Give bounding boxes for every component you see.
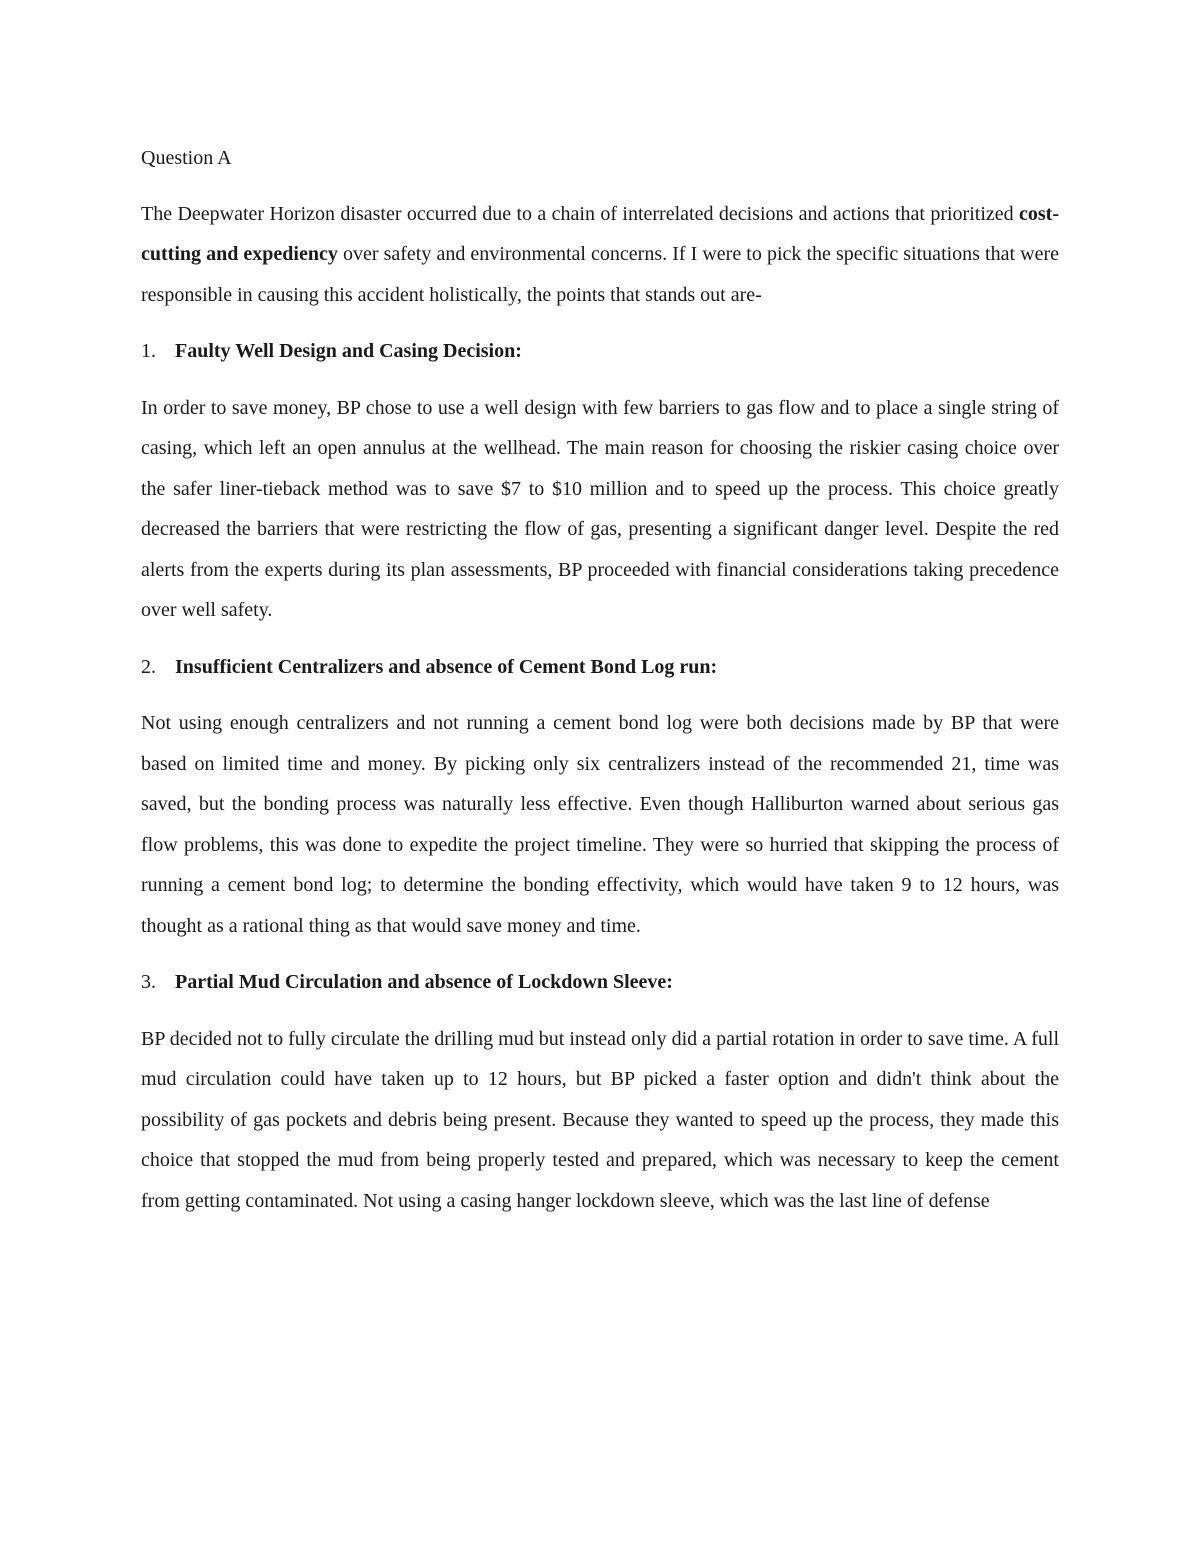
document-page (141, 138, 1059, 1237)
section-number: 1. (141, 340, 156, 362)
document-title: Question A (141, 147, 232, 169)
intro-paragraph (141, 194, 1059, 316)
section-heading-2 (141, 647, 1059, 688)
section-body-1: In order to save money, BP chose to use a well design with few barriers to gas flow and to place a single string of casing, which left an open annulus at the wellhead. The main reason for choosing the riskier casing choice over the safer liner-tieback method was to save $7 to $10 million and to speed up the process. This choice greatly decreased the barriers that were restricting the flow of gas, presenting a significant danger level. Despite the red alerts from the experts during its plan assessments, BP proceeded with financial considerations taking precedence over well safety. (141, 396, 1059, 621)
section-number: 2. (141, 655, 156, 678)
section-heading-1 (141, 331, 1059, 372)
section-heading-3 (141, 962, 1059, 1003)
section-heading-text: Faulty Well Design and Casing Decision: (175, 340, 522, 362)
section-body-2: Not using enough centralizers and not running a cement bond log were both decisions made by BP that were based on limited time and money. By picking only six centralizers instead of the recommended 21, time was saved, but the bonding process was naturally less effective. Even though Halliburton warned about serious gas flow problems, this was done to expedite the project timeline. They were so hurried that skipping the process of running a cement bond log; to determine the bonding effectivity, which would have taken 9 to 12 hours, was thought as a rational thing as that would save money and time. (141, 712, 1059, 937)
intro-emphasis: cost-cutting and expediency (141, 202, 1059, 265)
section-body-3: BP decided not to fully circulate the drilling mud but instead only did a partial rotation in order to save time. A full mud circulation could have taken up to 12 hours, but BP picked a faster option and didn't think about the possibility of gas pockets and debris being present. Because they wanted to speed up the process, they made this choice that stopped the mud from being properly tested and prepared, which was necessary to keep the cement from getting contaminated. Not using a casing hanger lockdown sleeve, which was the last line of defense (141, 1027, 1059, 1212)
section-heading-text: Insufficient Centralizers and absence of Cement Bond Log run: (175, 655, 718, 678)
intro-text-start: The Deepwater Horizon disaster occurred due to a chain of interrelated decisions and actions that prioritized (141, 202, 1020, 225)
section-number: 3. (141, 971, 156, 993)
intro-text-end: over safety and environmental concerns. If I were to pick the specific situations that were responsible in causing this accident holistically, the points that stands out are- (141, 243, 1059, 306)
section-heading-text: Partial Mud Circulation and absence of Lockdown Sleeve: (175, 971, 673, 993)
